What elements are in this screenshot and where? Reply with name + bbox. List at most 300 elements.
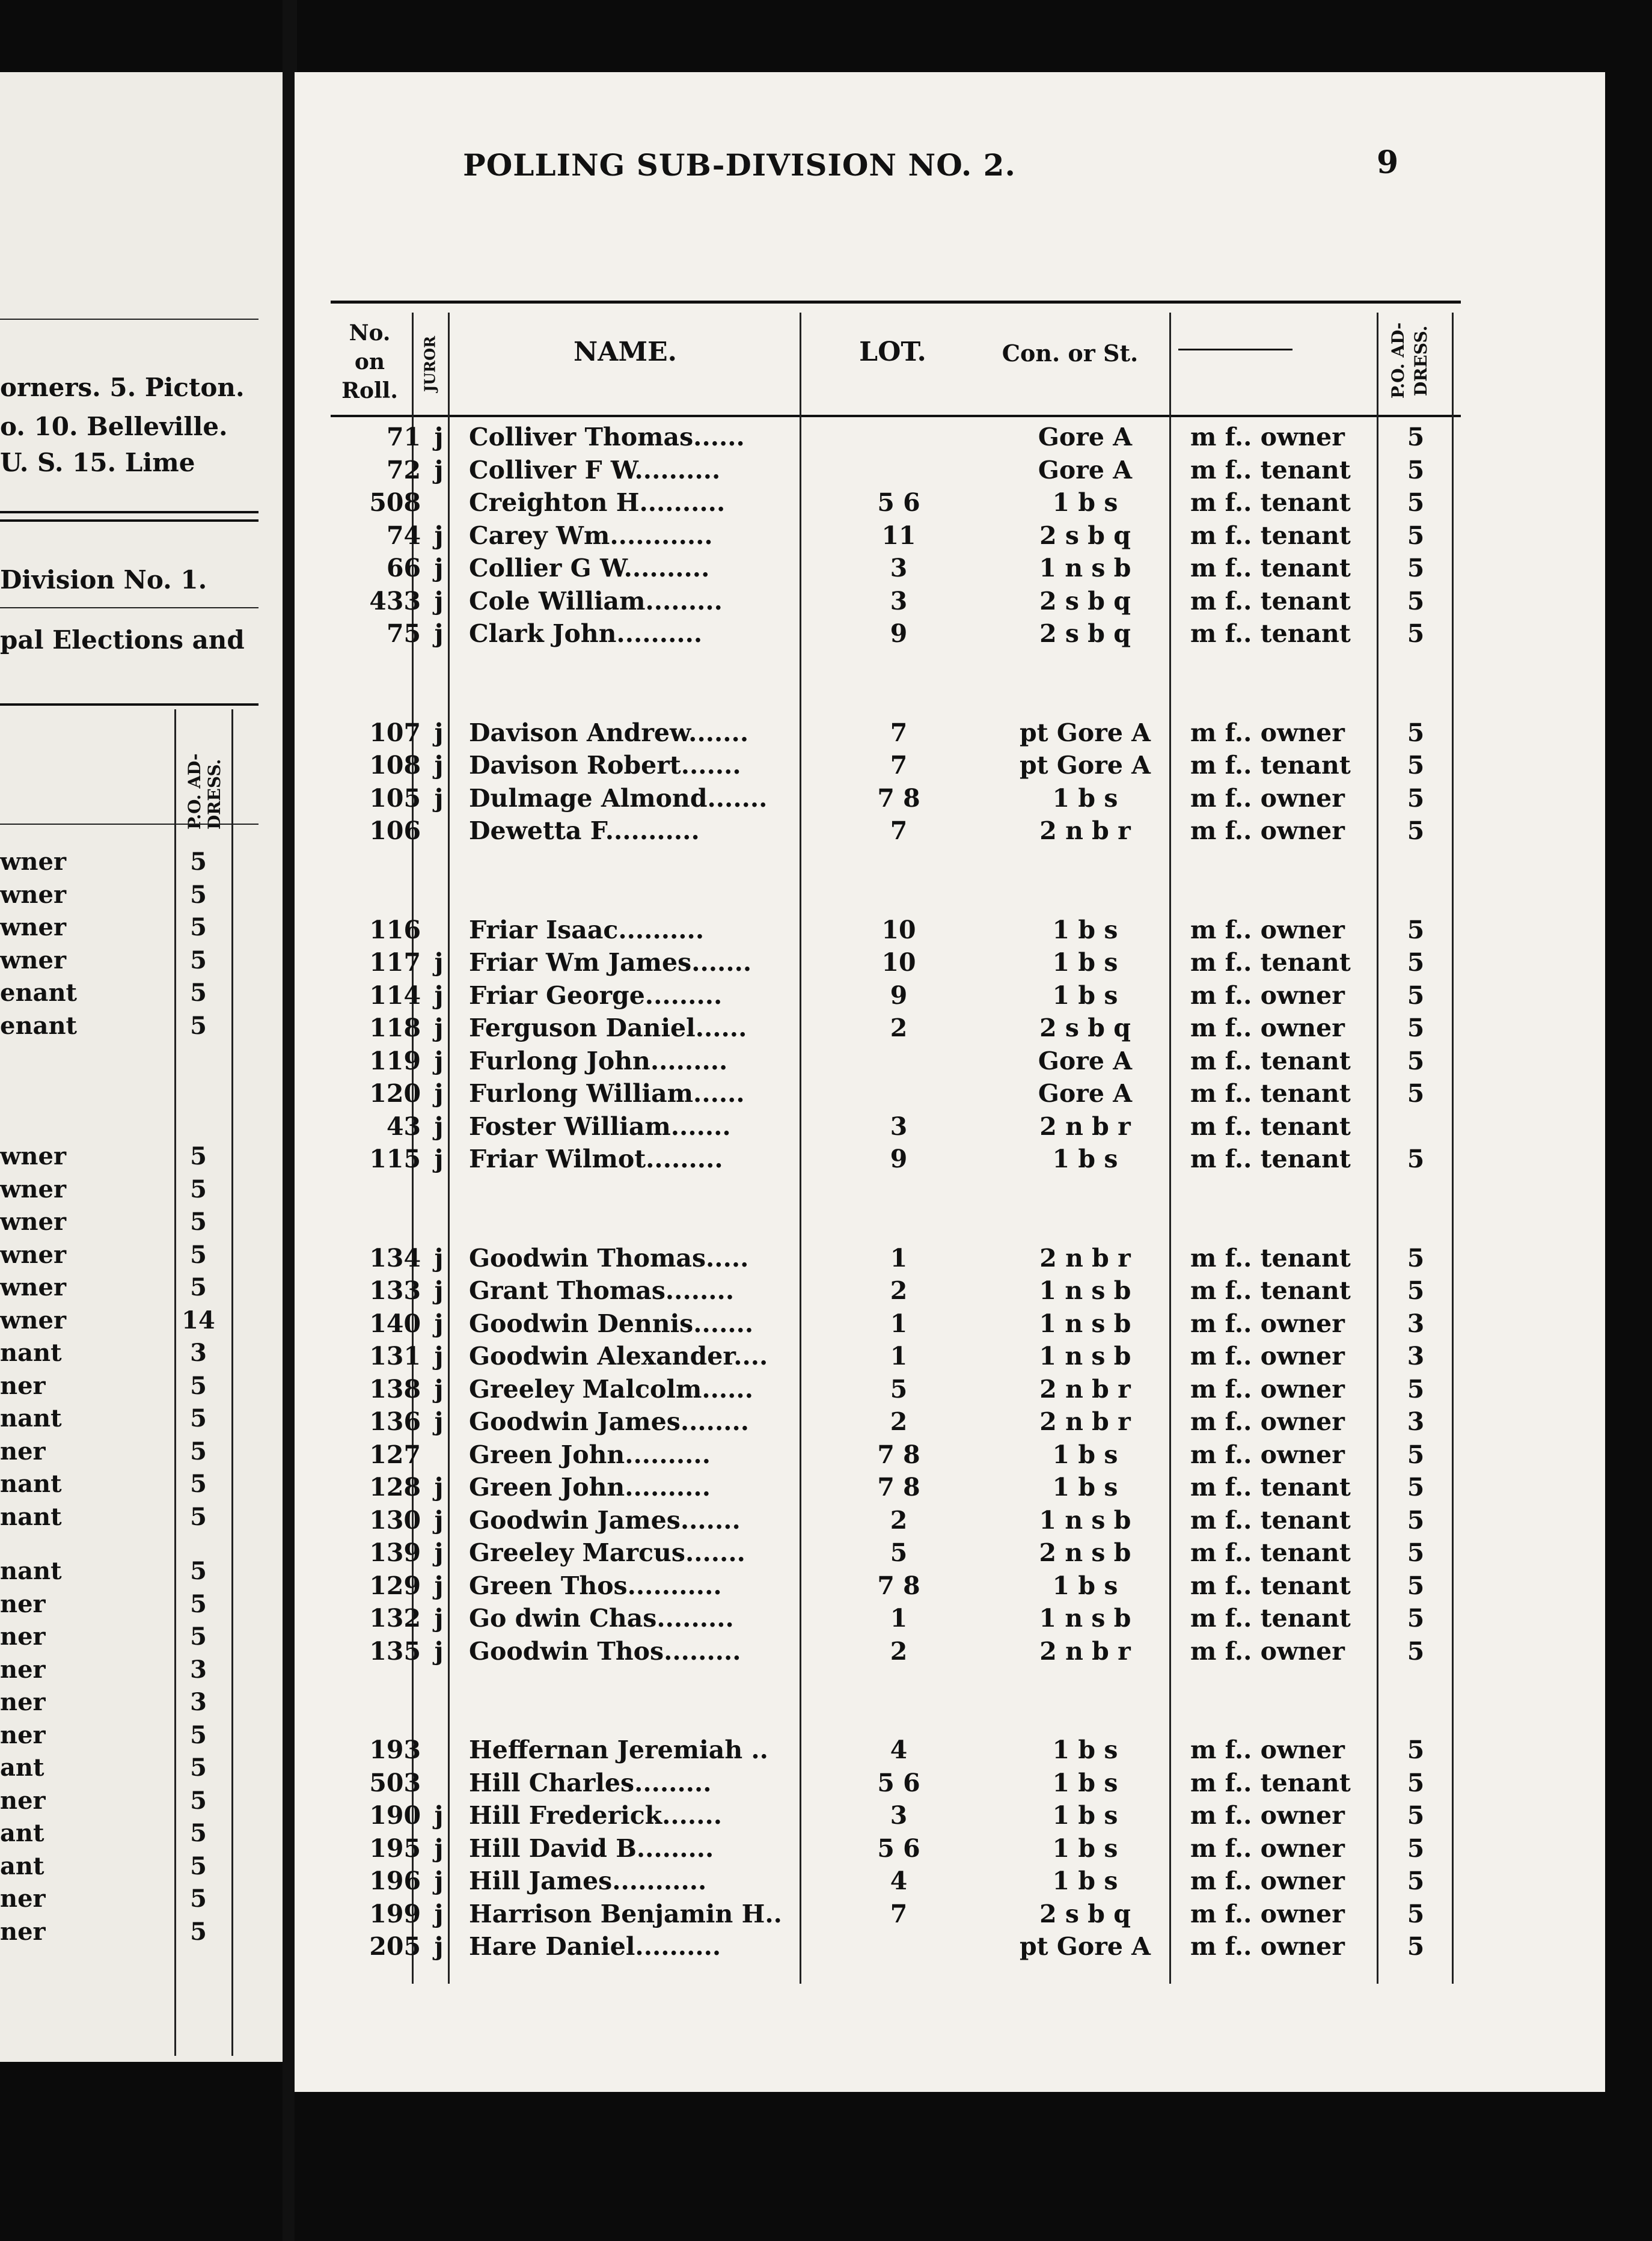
page-title: POLLING SUB-DIVISION NO. 2. [463,147,1016,183]
concession: 1 b s [1052,1735,1118,1764]
left-row-po-address: 5 [190,1819,207,1847]
left-division-heading: Division No. 1. [0,565,207,595]
concession: 1 n s b [1039,1505,1131,1535]
juror-mark: j [434,1145,444,1173]
roll-number: 74 [386,521,421,550]
table-row [331,1340,1461,1372]
occupation: m f.. owner [1190,1636,1345,1666]
table-row [331,552,1461,584]
roll-number: 131 [369,1342,421,1371]
roll-number: 433 [369,586,421,616]
left-list-row [0,1688,252,1720]
lot-number: 10 [881,948,916,977]
voter-name: Davison Robert....... [469,751,741,780]
left-list-row [0,1339,252,1371]
po-address: 5 [1407,1374,1425,1404]
left-row-occupation-fragment: ant [0,1819,44,1847]
header-no-on-roll: No. on Roll. [341,320,398,403]
left-list-row [0,1590,252,1622]
po-address: 5 [1407,554,1425,582]
roll-number: 138 [369,1374,421,1404]
table-row [331,1077,1461,1110]
juror-mark: j [434,1243,444,1273]
po-address: 5 [1407,619,1425,648]
left-row-occupation-fragment: nant [0,1502,62,1531]
left-row-po-address: 5 [190,1622,207,1651]
left-list-row [0,1470,252,1502]
roll-number: 119 [369,1046,421,1075]
lot-number: 3 [890,554,908,582]
table-row [331,749,1461,781]
table-row [331,1602,1461,1634]
left-row-po-address: 5 [190,848,207,876]
po-address: 5 [1407,1801,1425,1830]
lot-number: 1 [890,1243,908,1273]
table-row [331,1930,1461,1963]
occupation: m f.. owner [1190,1309,1345,1338]
po-address: 5 [1407,1046,1425,1075]
voter-name: Goodwin Dennis....... [469,1309,754,1338]
header-po-address: P.O. AD-DRESS. [1388,322,1431,399]
voter-name: Harrison Benjamin H.. [469,1899,782,1928]
left-row-po-address: 5 [190,1273,207,1301]
lot-number: 7 8 [877,1473,920,1502]
left-list-row [0,1273,252,1306]
table-row [331,421,1461,453]
left-row-po-address: 5 [190,1851,207,1880]
voter-name: Cole William......... [469,586,723,616]
left-row-occupation-fragment: ant [0,1851,44,1880]
left-list-row [0,1557,252,1589]
roll-number: 129 [369,1571,421,1600]
left-list-row [0,1622,252,1655]
occupation: m f.. tenant [1190,948,1351,977]
roll-number: 503 [369,1768,421,1797]
concession: 1 b s [1052,1768,1118,1797]
table-row [331,1471,1461,1503]
table-row [331,454,1461,486]
left-row-po-address: 5 [190,1885,207,1913]
juror-mark: j [434,948,444,977]
voter-name: Clark John.......... [469,619,703,648]
left-list-row [0,1241,252,1273]
left-row-po-address: 5 [190,1175,207,1203]
lot-number: 2 [890,1407,908,1436]
concession: 1 n s b [1039,1604,1131,1633]
table-row [331,1536,1461,1569]
left-list-row [0,1656,252,1688]
voter-name: Colliver Thomas...... [469,423,745,451]
left-row-occupation-fragment: wner [0,1273,67,1301]
left-list-row [0,979,252,1011]
table-row [331,815,1461,847]
left-legend-line-3: U. S. 15. Lime [0,448,195,477]
table-row [331,1799,1461,1832]
juror-mark: j [434,1079,444,1108]
left-row-po-address: 5 [190,1557,207,1585]
left-page-double-rule [0,511,259,522]
po-address: 5 [1407,423,1425,451]
roll-number: 105 [369,783,421,813]
po-address: 5 [1407,980,1425,1010]
roll-number: 134 [369,1243,421,1273]
po-address: 5 [1407,1276,1425,1305]
occupation: m f.. tenant [1190,1111,1351,1141]
occupation: m f.. owner [1190,1342,1345,1371]
concession: 1 b s [1052,1440,1118,1469]
voter-name: Greeley Malcolm...... [469,1374,753,1404]
po-address: 5 [1407,1768,1425,1797]
voter-name: Goodwin James........ [469,1407,750,1436]
concession: Gore A [1038,455,1133,485]
left-row-po-address: 5 [190,1470,207,1498]
table-top-rule [331,301,1461,304]
left-row-po-address: 5 [190,1437,207,1466]
table-row [331,946,1461,979]
roll-number: 114 [369,980,421,1010]
po-address: 3 [1407,1342,1425,1371]
voter-name: Hare Daniel.......... [469,1932,721,1961]
left-list-row [0,848,252,880]
occupation: m f.. owner [1190,980,1345,1010]
concession: 2 n b r [1039,1407,1131,1436]
lot-number: 1 [890,1604,908,1633]
concession: 1 b s [1052,948,1118,977]
left-row-occupation-fragment: ner [0,1371,46,1400]
left-row-po-address: 3 [190,1655,207,1684]
left-row-occupation-fragment: enant [0,979,78,1007]
occupation: m f.. owner [1190,423,1345,451]
occupation: m f.. tenant [1190,1046,1351,1075]
juror-mark: j [434,751,444,780]
lot-number: 7 8 [877,1440,920,1469]
left-row-occupation-fragment: enant [0,1011,78,1040]
left-list-row [0,1175,252,1208]
left-row-occupation-fragment: nant [0,1404,62,1432]
voter-name: Friar George......... [469,980,723,1010]
concession: 2 s b q [1039,586,1131,616]
lot-number: 11 [881,521,916,550]
header-bottom-rule [331,415,1461,417]
voter-name: Furlong William...... [469,1079,745,1108]
juror-mark: j [434,1801,444,1830]
occupation: m f.. tenant [1190,1473,1351,1502]
concession: Gore A [1038,1046,1133,1075]
po-address: 5 [1407,1013,1425,1042]
po-address: 5 [1407,1833,1425,1863]
occupation: m f.. tenant [1190,1145,1351,1173]
concession: 1 b s [1052,1473,1118,1502]
voter-name: Heffernan Jeremiah .. [469,1735,768,1764]
voter-name: Foster William....... [469,1111,731,1141]
roll-number: 508 [369,488,421,517]
left-row-po-address: 3 [190,1688,207,1716]
table-row [331,1110,1461,1143]
table-row [331,1045,1461,1077]
left-row-po-address: 5 [190,1011,207,1040]
lot-number: 3 [890,586,908,616]
lot-number: 5 6 [877,488,920,517]
table-row [331,1405,1461,1438]
occupation: m f.. tenant [1190,619,1351,648]
left-list-row [0,1372,252,1404]
left-list-row [0,1437,252,1470]
table-row [331,1832,1461,1865]
juror-mark: j [434,1932,444,1961]
roll-number: 196 [369,1866,421,1895]
left-row-occupation-fragment: wner [0,1175,67,1203]
roll-number: 115 [369,1145,421,1173]
left-row-occupation-fragment: wner [0,1306,67,1335]
table-row [331,717,1461,749]
roll-number: 127 [369,1440,421,1469]
lot-number: 7 [890,718,908,747]
left-list-row [0,1404,252,1437]
occupation: m f.. tenant [1190,1571,1351,1600]
occupation: m f.. owner [1190,718,1345,747]
lot-number: 7 [890,1899,908,1928]
left-row-occupation-fragment: wner [0,848,67,876]
juror-mark: j [434,980,444,1010]
left-row-po-address: 5 [190,1917,207,1946]
po-address: 5 [1407,718,1425,747]
concession: 1 b s [1052,783,1118,813]
concession: 1 b s [1052,1801,1118,1830]
roll-number: 108 [369,751,421,780]
juror-mark: j [434,1604,444,1633]
po-address: 5 [1407,1899,1425,1928]
table-row [331,585,1461,617]
po-address: 5 [1407,1243,1425,1273]
concession: 2 n b r [1039,1243,1131,1273]
header-con-or-st: Con. or St. [1002,340,1139,367]
juror-mark: j [434,423,444,451]
table-row [331,1570,1461,1602]
left-row-po-address: 5 [190,1371,207,1400]
lot-number: 7 [890,816,908,845]
voter-name: Green Thos........... [469,1571,722,1600]
table-row [331,1767,1461,1799]
juror-mark: j [434,554,444,582]
concession: 2 s b q [1039,1013,1131,1042]
occupation: m f.. tenant [1190,521,1351,550]
lot-number: 7 8 [877,1571,920,1600]
table-row [331,519,1461,552]
voter-name: Hill Frederick....... [469,1801,723,1830]
concession: 1 b s [1052,1866,1118,1895]
table-row [331,1635,1461,1668]
po-address: 5 [1407,1636,1425,1666]
lot-number: 4 [890,1735,908,1764]
roll-number: 107 [369,718,421,747]
juror-mark: j [434,521,444,550]
occupation: m f.. tenant [1190,751,1351,780]
left-list-row [0,1208,252,1240]
left-row-occupation-fragment: ner [0,1917,46,1946]
lot-number: 10 [881,915,916,944]
left-row-po-address: 5 [190,1142,207,1170]
lot-number: 2 [890,1505,908,1535]
roll-number: 117 [369,948,421,977]
concession: 2 n b r [1039,1374,1131,1404]
juror-mark: j [434,1571,444,1600]
voter-name: Goodwin Alexander.... [469,1342,768,1371]
roll-number: 133 [369,1276,421,1305]
concession: 1 b s [1052,1833,1118,1863]
occupation: m f.. tenant [1190,1276,1351,1305]
lot-number: 7 8 [877,783,920,813]
concession: 1 n s b [1039,1276,1131,1305]
concession: pt Gore A [1019,751,1151,780]
roll-number: 195 [369,1833,421,1863]
table-row [331,914,1461,946]
occupation: m f.. tenant [1190,1079,1351,1108]
voter-name: Creighton H.......... [469,488,726,517]
po-address: 5 [1407,1473,1425,1502]
voter-name: Davison Andrew....... [469,718,749,747]
left-po-address-header: P.O. AD-DRESS. [185,753,224,830]
table-row [331,1504,1461,1536]
voter-name: Goodwin Thos......... [469,1636,741,1666]
roll-number: 116 [369,915,421,944]
left-row-occupation-fragment: wner [0,1208,67,1236]
lot-number: 5 6 [877,1833,920,1863]
juror-mark: j [434,1833,444,1863]
occupation: m f.. owner [1190,783,1345,813]
roll-number: 118 [369,1013,421,1042]
juror-mark: j [434,1309,444,1338]
juror-mark: j [434,718,444,747]
po-address: 5 [1407,1079,1425,1108]
left-list-row [0,1918,252,1950]
occupation: m f.. owner [1190,1833,1345,1863]
lot-number: 1 [890,1342,908,1371]
left-row-occupation-fragment: nant [0,1557,62,1585]
left-row-occupation-fragment: wner [0,946,67,974]
concession: pt Gore A [1019,718,1151,747]
roll-number: 128 [369,1473,421,1502]
occupation: m f.. owner [1190,1440,1345,1469]
table-row [331,1242,1461,1274]
roll-number: 139 [369,1538,421,1567]
po-address: 3 [1407,1407,1425,1436]
roll-number: 140 [369,1309,421,1338]
po-address: 5 [1407,488,1425,517]
occupation: m f.. owner [1190,1407,1345,1436]
occupation: m f.. owner [1190,1866,1345,1895]
voter-name: Hill Charles......... [469,1768,712,1797]
juror-mark: j [434,1636,444,1666]
left-list-row [0,1819,252,1851]
roll-number: 130 [369,1505,421,1535]
roll-number: 120 [369,1079,421,1108]
left-list-row [0,1787,252,1819]
voter-name: Goodwin James....... [469,1505,741,1535]
lot-number: 5 [890,1374,908,1404]
po-address: 5 [1407,455,1425,485]
left-row-occupation-fragment: ner [0,1720,46,1749]
table-row [331,486,1461,519]
left-row-occupation-fragment: ner [0,1885,46,1913]
concession: 1 b s [1052,980,1118,1010]
table-row [331,979,1461,1012]
occupation: m f.. owner [1190,1013,1345,1042]
roll-number: 71 [386,423,421,451]
juror-mark: j [434,1538,444,1567]
juror-mark: j [434,1505,444,1535]
table-row [331,1898,1461,1930]
juror-mark: j [434,1046,444,1075]
juror-mark: j [434,1899,444,1928]
voter-name: Goodwin Thomas..... [469,1243,749,1273]
po-address: 5 [1407,1505,1425,1535]
po-address: 5 [1407,1866,1425,1895]
voter-name: Colliver F W.......... [469,455,721,485]
left-row-occupation-fragment: wner [0,1240,67,1269]
occupation: m f.. tenant [1190,586,1351,616]
occupation: m f.. owner [1190,1801,1345,1830]
voter-name: Grant Thomas........ [469,1276,735,1305]
occupation: m f.. owner [1190,1374,1345,1404]
po-address: 5 [1407,1538,1425,1567]
voter-name: Hill David B......... [469,1833,714,1863]
lot-number: 4 [890,1866,908,1895]
juror-mark: j [434,1111,444,1141]
concession: 1 n s b [1039,1342,1131,1371]
juror-mark: j [434,586,444,616]
left-page-rule [0,319,259,320]
po-address: 5 [1407,1145,1425,1173]
concession: 1 n s b [1039,554,1131,582]
left-row-po-address: 5 [190,1720,207,1749]
left-row-po-address: 5 [190,1404,207,1432]
concession: 1 b s [1052,1145,1118,1173]
page-bottom-edge [295,2092,1605,2241]
header-lot: LOT. [859,337,926,367]
left-row-occupation-fragment: ner [0,1786,46,1815]
po-address: 5 [1407,586,1425,616]
occupation: m f.. tenant [1190,455,1351,485]
concession: 2 n b r [1039,816,1131,845]
po-address: 3 [1407,1309,1425,1338]
voter-name: Friar Isaac.......... [469,915,705,944]
occupation: m f.. tenant [1190,1768,1351,1797]
lot-number: 9 [890,1145,908,1173]
occupation: m f.. owner [1190,816,1345,845]
table-row [331,1438,1461,1471]
lot-number: 9 [890,619,908,648]
left-row-occupation-fragment: ner [0,1589,46,1618]
left-row-occupation-fragment: nant [0,1470,62,1498]
left-elections-line: pal Elections and [0,625,245,655]
voter-name: Friar Wilmot......... [469,1145,723,1173]
table-row [331,1307,1461,1340]
voter-name: Collier G W.......... [469,554,710,582]
po-address: 5 [1407,915,1425,944]
po-address: 5 [1407,1735,1425,1764]
left-row-occupation-fragment: nant [0,1339,62,1367]
left-row-po-address: 3 [190,1339,207,1367]
left-list-row [0,881,252,913]
left-row-occupation-fragment: ner [0,1437,46,1466]
left-row-occupation-fragment: ner [0,1622,46,1651]
left-list-row [0,913,252,946]
left-list-row [0,1306,252,1339]
voter-name: Dewetta F........... [469,816,700,845]
left-row-po-address: 5 [190,1786,207,1815]
left-row-occupation-fragment: ner [0,1688,46,1716]
concession: 1 n s b [1039,1309,1131,1338]
